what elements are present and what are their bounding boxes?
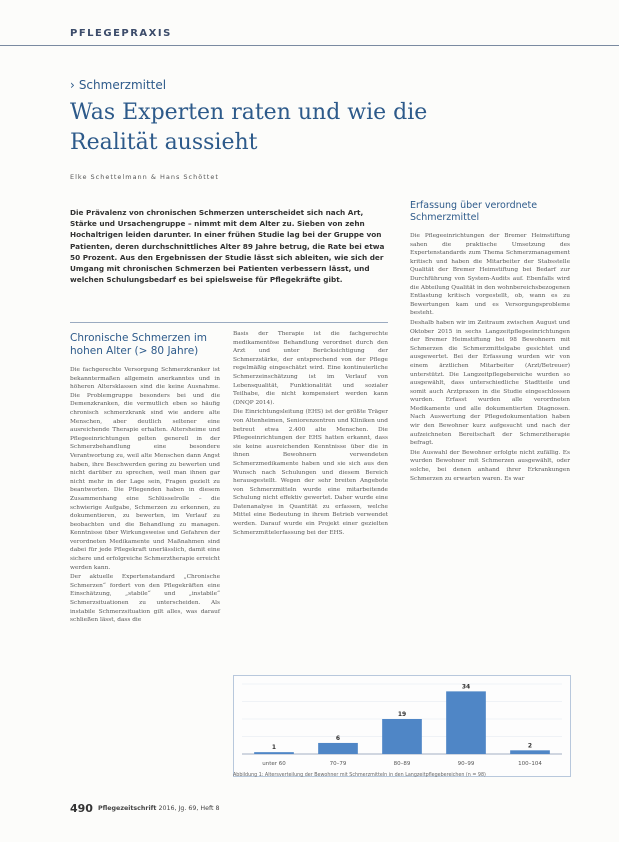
chevron-right-icon: ›: [70, 78, 75, 92]
chart-caption: Abbildung 1: Altersverteilung der Bewohner mit Schmerzmitteln in den Langzeitpflegebereichen (n = 98): [233, 773, 486, 778]
age-distribution-chart: [233, 675, 571, 777]
body-text-right: [410, 232, 570, 483]
body-text-middle: [233, 330, 388, 537]
section-heading-left: Chronische Schmerzen im hohen Alter (> 80 Jahre): [70, 332, 207, 357]
paragraph: Die Pflegeeinrichtungen der Bremer Heimstiftung sahen die praktische Umsetzung des Expertenstandards zum Thema Schmerzmanagement kritisch und haben die Mitarbeiter der Stabsstelle Qualität der Bremer Heimstiftung bei Bedarf zur Durchführung von System-Audits auf. Ebenfalls wird die Abteilung Qualität in den wohnbereichsbezogenen Entlastung kritisch vorgestellt, ob, wann es zu Bewertungen kam und es Versorgungsprobleme besteht.: [410, 233, 570, 317]
column-left: [70, 332, 220, 626]
authors: Elke Schettelmann & Hans Schöttet: [70, 173, 219, 181]
page-title: Was Experten raten und wie die Realität aussieht: [70, 100, 428, 155]
paragraph: Die Auswahl der Bewohner erfolgte nicht zufällig. Es wurden Bewohner mit Schmerzen ausgewählt, oder solche, bei denen anhand ihrer Erkrankungen Schmerzen zu erwarten waren. Es war: [410, 449, 570, 482]
bar-3: [382, 719, 422, 754]
column-right: [410, 200, 570, 484]
kicker-text: Schmerzmittel: [78, 78, 167, 92]
paragraph: Basis der Therapie ist die fachgerechte medikamentöse Behandlung verordnet durch den Arzt und unter Berücksichtigung der Schmerzstärke, der entsprechend von der Pflege regelmäßig eingeschätzt wird. Eine kontinuierliche Schmerzeinschätzung ist im Verlauf von Lebensqualität, Funktionalität und sozialer Teilhabe, die nicht kompensiert werden kann (DNQP 2014).: [233, 331, 388, 406]
chart-svg: [234, 676, 570, 776]
page-number: 490: [70, 802, 93, 815]
paragraph: Der aktuelle Expertenstandard „Chronische Schmerzen“ fordert von den Pflegekräften eine Einschätzung, „stabile“ und „instabile“ Schmerzsituationen zu unterscheiden. Als instabile Schmerzsituation gilt alles, was darauf schließen lässt, dass die: [70, 574, 220, 624]
data-label: 34: [461, 683, 471, 691]
divider: [70, 322, 388, 323]
journal-reference: [98, 805, 220, 812]
bar-1: [254, 752, 294, 754]
tick-label: unter 60: [262, 761, 286, 767]
journal-name: Pflegezeitschrift: [98, 805, 157, 812]
data-label: 6: [335, 734, 341, 742]
tick-label: 70–79: [329, 761, 347, 767]
bar-5: [510, 750, 550, 754]
kicker: [70, 78, 166, 92]
column-middle: [233, 330, 388, 538]
bar-4: [446, 691, 486, 754]
tick-label: 80–89: [393, 761, 411, 767]
lead-paragraph: Die Prävalenz von chronischen Schmerzen unterscheidet sich nach Art, Stärke und Ursachengruppe – nimmt mit dem Alter zu. Sieben von zehn Hochaltrigen leiden darunter. In einer frühen Studie lag bei der Gruppe von Patienten, deren durchschnittliches Alter 89 Jahre betrug, die Rate bei etwa 50 Prozent. Aus den Ergebnissen der Studie lässt sich ableiten, wie sich der Umgang mit chronischen Schmerzen bei Patienten verbessern lässt, und welchen Schulungsbedarf es bei spielsweise für Pflegekräfte gibt.: [70, 208, 385, 285]
body-text-left: [70, 366, 220, 625]
data-label: 2: [527, 742, 533, 750]
journal-issue: 2016, Jg. 69, Heft 8: [158, 805, 220, 812]
data-label: 1: [271, 744, 277, 752]
bar-2: [318, 743, 358, 754]
paragraph: Die Einrichtungsleitung (EHS) ist der größte Träger von Altenheimen, Seniorenzentren und Kliniken und betreut etwa 2.400 alte Menschen. Die Pflegeeinrichtungen der EHS hatten erkannt, dass sie keine ausreichenden Kenntnisse über die in ihnen Bewohnern verwendeten Schmerzmedikamente haben und sie sich aus den Wunsch nach Schulungen und diesem Bereich herausgestellt. Wegen der sehr breiten Angebote von Schmerzmitteln wurde eine mitarbeitende Schulung nicht effektiv gewertet. Daher wurde eine Datenanalyse in Quantität zu erfassen, welche Mittel eine Bedeutung in ihrem Betrieb verwendet werden. Darauf wurde ein Projekt einer gezielten Schmerzmittelerfassung bei der EHS.: [233, 409, 388, 536]
data-label: 19: [397, 711, 407, 718]
section-label: PFLEGEPRAXIS: [70, 28, 172, 39]
paragraph: Deshalb haben wir im Zeitraum zwischen August und Oktober 2015 in sechs Langzeitpflegeeinrichtungen der Bremer Heimstiftung bei 98 Bewohnern mit Schmerzen die Schmerzmittelgabe gesichtet und ausgewertet. Bei der Erfassung wurden wir von einem ärztlichen Mitarbeiter (Arzt/Betreuer) unterstützt. Die Langzeitpflegebereiche wurden so ausgewählt, dass unterschiedliche Stadtteile und somit auch Arztpraxen in die Studie eingeschlossen wurden. Erfasst wurden alle verordneten Medikamente und alle dokumentierten Diagnosen. Nach Auswertung der Pflegedokumentation haben wir den Bewohner kurz aufgesucht und nach der aufzeichneten Bereitschaft der Schmerztherapie befragt.: [410, 319, 570, 447]
section-heading-right: Erfassung über verordnete Schmerzmittel: [410, 200, 538, 223]
paragraph: Die fachgerechte Versorgung Schmerzkranker ist bekanntermaßen allgemein anerkanntes und in höheren Altersklassen sind die keine Ausnahme. Die Problemgruppe besonders bei und die Demenzkranken, die vermutlich eben so häufig chronisch schmerzkrank sind wie andere alte Menschen, aber deutlich seltener eine ausreichende Therapie erhalten. Altersheime und Pflegeeinrichtungen gelten generell in der Schmerzbehandlung eine besondere Verantwortung zu, weil alte Menschen dann Angst haben, ihre Beschwerden gering zu bewerten und nicht darüber zu sprechen, weil man ihnen gar nicht mehr in der Lage sein, Fragen gezielt zu beantworten. Die Pflegenden haben in diesem Zusammenhang eine Schlüsselrolle – die schwierige Aufgabe, Schmerzen zu erkennen, zu dokumentieren, zu bewerten, im Verlauf zu beobachten und die Behandlung zu managen. Kenntnisse über Wirkungsweise und Gefahren der verordneten Medikamente und Maßnahmen sind dabei für jede Pflegekraft unerlässlich, damit eine sichere und erfolgreiche Schmerztherapie erreicht werden kann.: [70, 367, 220, 571]
tick-label: 100–104: [518, 761, 542, 767]
tick-label: 90–99: [457, 761, 475, 767]
